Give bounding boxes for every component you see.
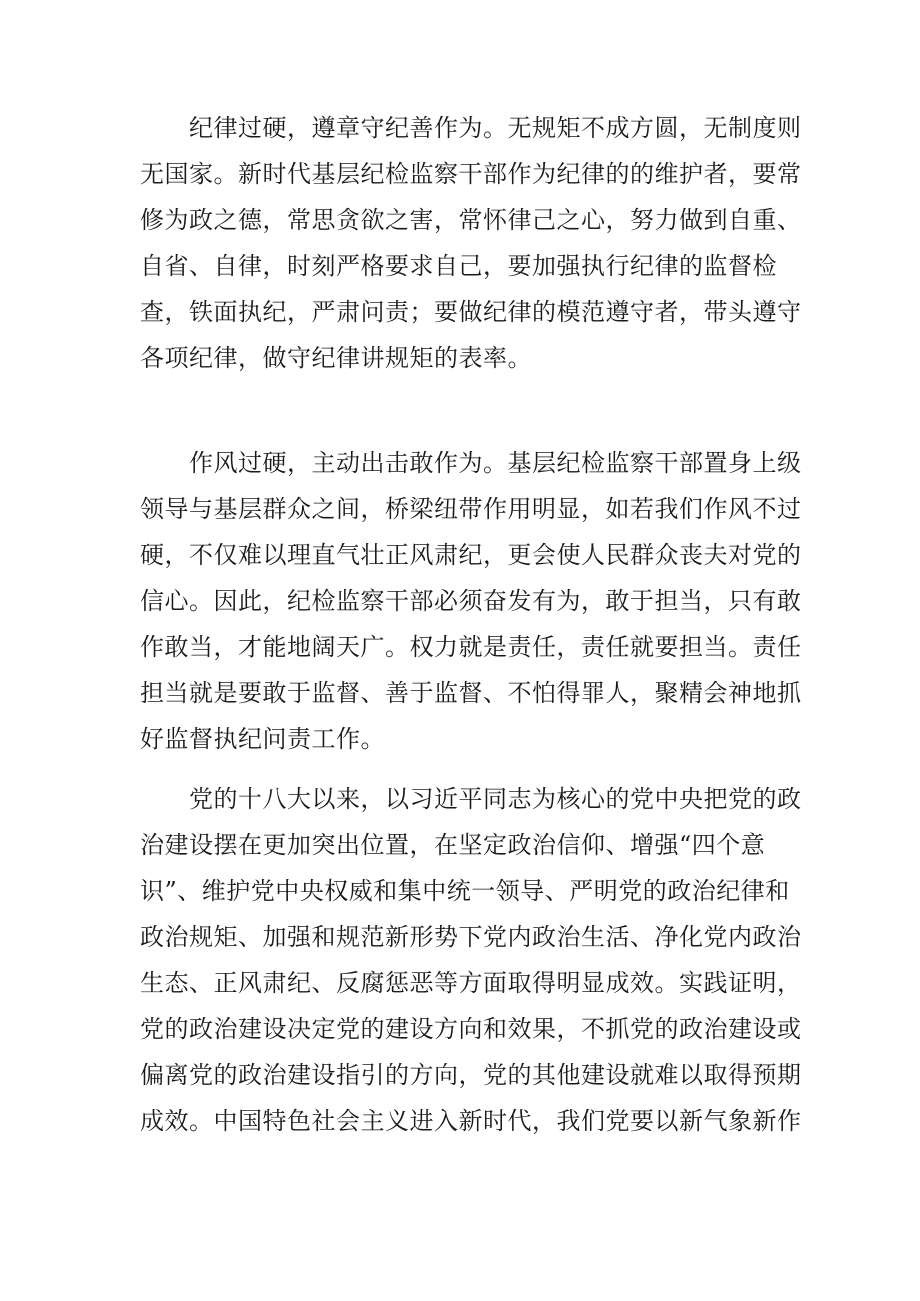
text-line: 党的政治建设决定党的建设方向和效果，不抓党的政治建设或 — [140, 1015, 802, 1043]
paragraph-work-style — [140, 440, 802, 762]
text-line: 无国家。新时代基层纪检监察干部作为纪律的的维护者，要常 — [140, 160, 802, 188]
text-line: 好监督执纪问责工作。 — [140, 725, 385, 753]
text-line: 成效。中国特色社会主义进入新时代，我们党要以新气象新作 — [140, 1107, 802, 1135]
paragraph-political-building — [140, 776, 802, 1144]
text-line: 治建设摆在更加突出位置，在坚定政治信仰、增强“四个意 — [140, 831, 766, 859]
text-line: 作风过硬，主动出击敢作为。基层纪检监察干部置身上级 — [140, 449, 802, 477]
text-line: 作敢当，才能地阔天广。权力就是责任，责任就要担当。责任 — [140, 633, 802, 661]
text-line: 领导与基层群众之间，桥梁纽带作用明显，如若我们作风不过 — [140, 495, 802, 523]
text-line: 信心。因此，纪检监察干部必须奋发有为，敢于担当，只有敢 — [140, 587, 802, 615]
text-line: 修为政之德，常思贪欲之害，常怀律己之心，努力做到自重、 — [140, 206, 802, 234]
text-line: 查，铁面执纪，严肃问责；要做纪律的模范遵守者，带头遵守 — [140, 298, 802, 326]
text-line: 识”、维护党中央权威和集中统一领导、严明党的政治纪律和 — [140, 877, 790, 905]
text-line: 政治规矩、加强和规范新形势下党内政治生活、净化党内政治 — [140, 923, 802, 951]
text-line: 纪律过硬，遵章守纪善作为。无规矩不成方圆，无制度则 — [140, 114, 802, 142]
paragraph-discipline — [140, 105, 802, 381]
text-line: 各项纪律，做守纪律讲规矩的表率。 — [140, 344, 532, 372]
text-line: 生态、正风肃纪、反腐惩恶等方面取得明显成效。实践证明， — [140, 969, 802, 997]
text-line: 偏离党的政治建设指引的方向，党的其他建设就难以取得预期 — [140, 1061, 802, 1089]
text-line: 硬，不仅难以理直气壮正风肃纪，更会使人民群众丧夫对党的 — [140, 541, 802, 569]
text-line: 自省、自律，时刻严格要求自己，要加强执行纪律的监督检 — [140, 252, 777, 280]
text-line: 党的十八大以来，以习近平同志为核心的党中央把党的政 — [140, 785, 802, 813]
text-line: 担当就是要敢于监督、善于监督、不怕得罪人，聚精会神地抓 — [140, 679, 802, 707]
